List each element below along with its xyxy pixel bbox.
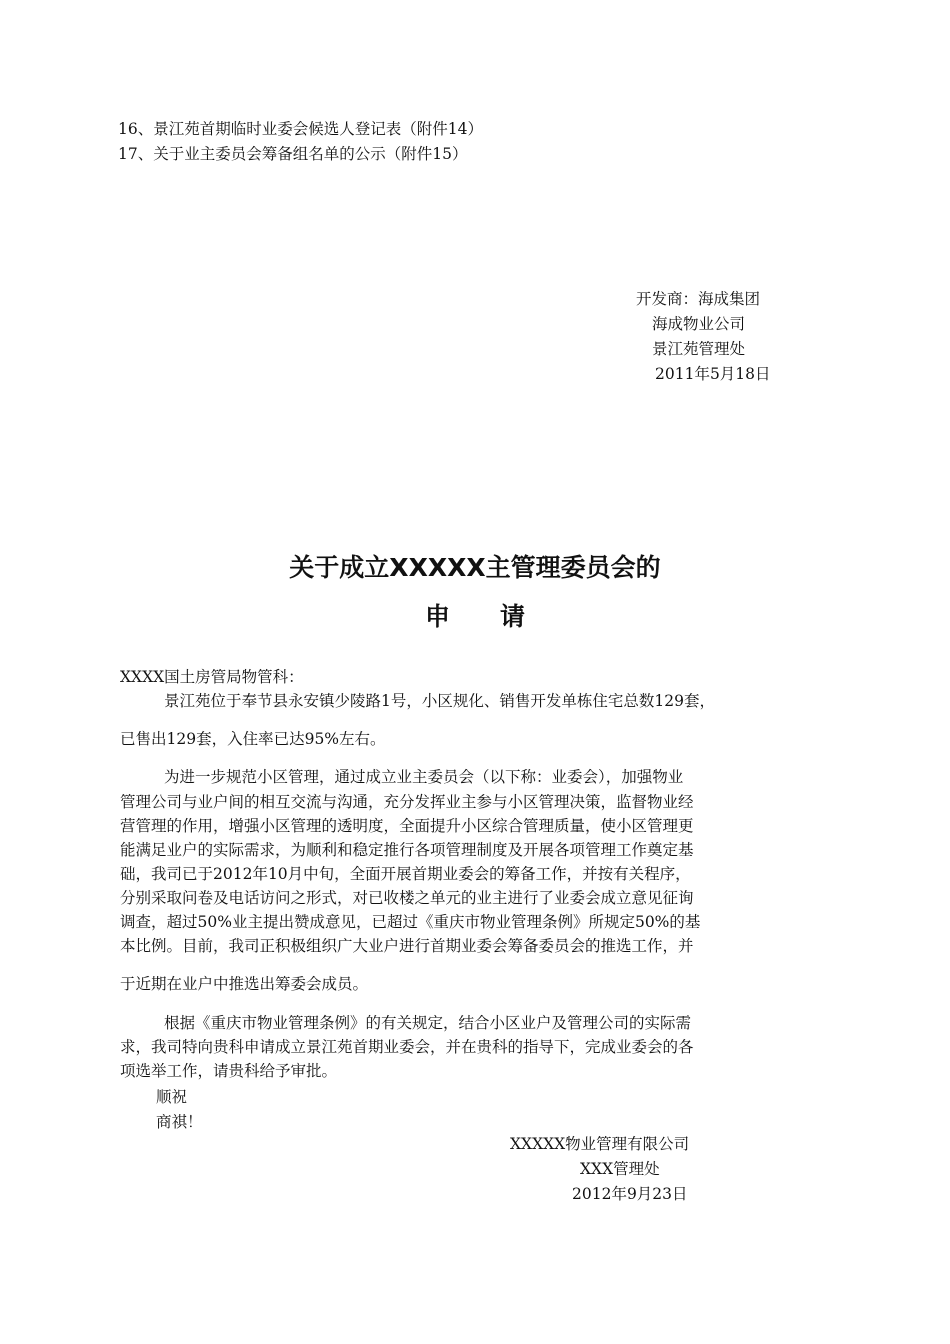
signature-date: 2011年5月18日: [655, 365, 771, 383]
paragraph-2-line: 能满足业户的实际需求，为顺利和稳定推行各项管理制度及开展各项管理工作奠定基: [120, 841, 694, 859]
addressee: XXXX国土房管局物管科：: [120, 668, 304, 686]
property-company: 海成物业公司: [652, 315, 746, 333]
closing-greeting: 顺祝: [156, 1088, 188, 1106]
management-office: 景江苑管理处: [652, 340, 746, 358]
paragraph-2-line: 本比例。目前，我司正积极组织广大业户进行首期业委会筹备委员会的推选工作，并: [120, 937, 694, 955]
sender-company: XXXXX物业管理有限公司: [510, 1135, 690, 1153]
paragraph-2-line: 为进一步规范小区管理，通过成立业主委员会（以下称：业委会），加强物业: [164, 768, 684, 786]
paragraph-2-line: 分别采取问卷及电话访问之形式，对已收楼之单元的业主进行了业委会成立意见征询: [120, 889, 694, 907]
paragraph-2-last-line: 于近期在业户中推选出筹委会成员。: [120, 975, 369, 993]
attachment-item-16: 16、景江苑首期临时业委会候选人登记表（附件14）: [118, 120, 483, 138]
paragraph-1-line-1: 景江苑位于奉节县永安镇少陵路1号，小区规化、销售开发单栋住宅总数129套，: [164, 692, 715, 710]
paragraph-2-line: 管理公司与业户间的相互交流与沟通，充分发挥业主参与小区管理决策，监督物业经: [120, 793, 694, 811]
developer-name: 开发商：海成集团: [636, 290, 761, 308]
paragraph-2-line: 调查，超过50%业主提出赞成意见，已超过《重庆市物业管理条例》所规定50%的基: [120, 913, 701, 931]
sender-date: 2012年9月23日: [572, 1185, 688, 1203]
paragraph-3-line: 根据《重庆市物业管理条例》的有关规定，结合小区业户及管理公司的实际需: [164, 1014, 692, 1032]
attachment-item-17: 17、关于业主委员会筹备组名单的公示（附件15）: [118, 145, 468, 163]
closing-regards: 商祺！: [156, 1113, 203, 1131]
paragraph-3-line: 项选举工作，请贵科给予审批。: [120, 1062, 338, 1080]
paragraph-2-line: 营管理的作用，增强小区管理的透明度，全面提升小区综合管理质量，使小区管理更: [120, 817, 694, 835]
paragraph-2-line: 础，我司已于2012年10月中旬，全面开展首期业委会的筹备工作，并按有关程序，: [120, 865, 691, 883]
sender-office: XXX管理处: [580, 1160, 660, 1178]
paragraph-1-line-2: 已售出129套，入住率已达95%左右。: [120, 730, 386, 748]
letter-title: 关于成立XXXXX主管理委员会的: [289, 553, 661, 582]
letter-title-application: 申请: [424, 602, 575, 631]
paragraph-3-line: 求，我司特向贵科申请成立景江苑首期业委会，并在贵科的指导下，完成业委会的各: [120, 1038, 694, 1056]
